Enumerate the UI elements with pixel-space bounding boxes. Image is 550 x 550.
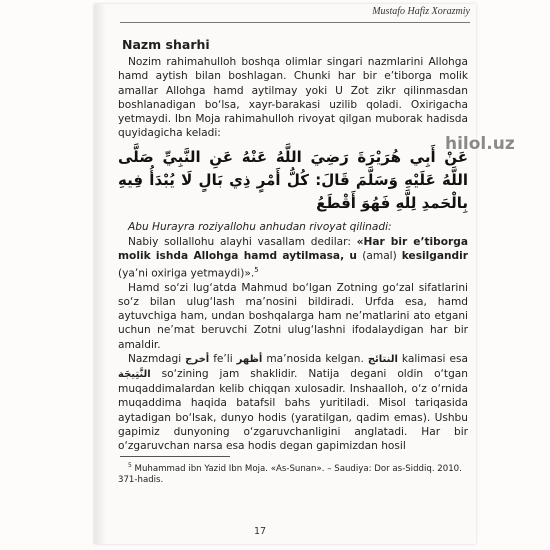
page-body [118, 38, 468, 486]
arabic-hadith-text: عَنْ أَبِي هُرَيْرَةَ رَضِيَ اللَّهُ عَنْهُ عَنِ النَّبِيِّ صَلَّى اللَّهُ عَلَيْهِ وَسَلَّمَ قَالَ: كُلُّ أَمْرٍ ذِي بَالٍ لَا يُبْدَأُ فِيهِ بِالْحَمدِ لِلَّهِ فَهُوَ أَقْطَعُ [118, 148, 468, 213]
para3-text-2: fe’li [209, 352, 237, 365]
footnote-text: Muhammad ibn Yazid Ibn Moja. «As-Sunan». – Saudiya: Dor as-Siddiq. 2010. 371-hadis. [118, 464, 462, 486]
para3-text-4: kalimasi esa [397, 352, 468, 365]
paragraph-intro: Nozim rahimahulloh boshqa olimlar singari nazmlarini Allohga hamd aytish bilan boshlagan. Chunki har bir e’tiborga molik amallar Allohga hamd aytilmay yoki U Zot zikr qilinmasdan boshlanadigan bo‘lsa, xayr-barakasi uzilib qoladi. Oxirigacha yetmaydi. Ibn Moja rahimahulloh rivoyat qilgan muborak hadisda quyidagicha keladi: [118, 56, 468, 140]
narration-intro: Abu Hurayra roziyallohu anhudan rivoyat qilinadi: [128, 221, 392, 234]
arabic-word-azhara: أظهر [236, 353, 263, 365]
paragraph-hamd: Hamd so‘zi lug‘atda Mahmud bo‘lgan Zotning go‘zal sifatlarini so‘z bilan ulug‘lash ma’nosini bildiradi. Urfda esa, hamd aytuvchiga ham, undan boshqalarga ham ne’matlarini ato etgani uchun ne’mat beruvchi Zotni ulug‘lashni ifodalaydigan har bir amaldir. [118, 281, 468, 351]
section-heading: Nazm sharhi [122, 37, 210, 52]
hadith-bold-2: kesilgandir [401, 249, 468, 262]
hadith-plain: (amal) [362, 249, 402, 262]
footnote-mark: 5 [128, 462, 132, 470]
arabic-word-natoij: النتائج [367, 353, 398, 365]
header-rule [120, 22, 470, 23]
paragraph-nazm [118, 352, 468, 453]
arabic-word-natija: النَّتِيجَة [118, 368, 151, 380]
hadith-tail: (ya’ni oxiriga yetmaydi)». [118, 267, 255, 280]
hadith-lead: Nabiy sollallohu alayhi vasallam dedilar: [128, 235, 357, 248]
para3-text-1: Nazmdagi [128, 352, 186, 365]
hadith-translation [118, 235, 468, 281]
footnote-reference[interactable]: 5 [254, 266, 259, 275]
para3-text-3: ma’nosida kelgan. [262, 352, 368, 365]
hadith-bold: «Har bir e’tiborga molik ishda Allohga hamd aytilmasa, u [118, 235, 469, 262]
watermark-text: hilol.uz [445, 134, 515, 154]
page-number: 17 [253, 526, 267, 537]
footnote [118, 460, 468, 486]
running-head: Mustafo Hafiz Xorazmiy [372, 6, 470, 17]
footnote-rule [120, 456, 230, 457]
book-gutter-shadow [94, 4, 106, 544]
arabic-word-akhraja: أخرج [185, 353, 210, 365]
para3-text-5: so‘zining jam shaklidir. Natija degani oldin o‘tgan muqaddimalardan kelib chiqqan xulosadir. Inshaalloh, o‘z o‘rnida muqaddima haqida batafsil bahs yuritiladi. Misol tariqasida aytadigan bo‘lsak, dunyo hodis (yaratilgan, qadim emas). Ushbu gapimiz dunyoning o‘zgaruvchanligini anglatadi. Har bir o‘zgaruvchan narsa esa hodis degan gapimizdan hosil [118, 367, 468, 452]
